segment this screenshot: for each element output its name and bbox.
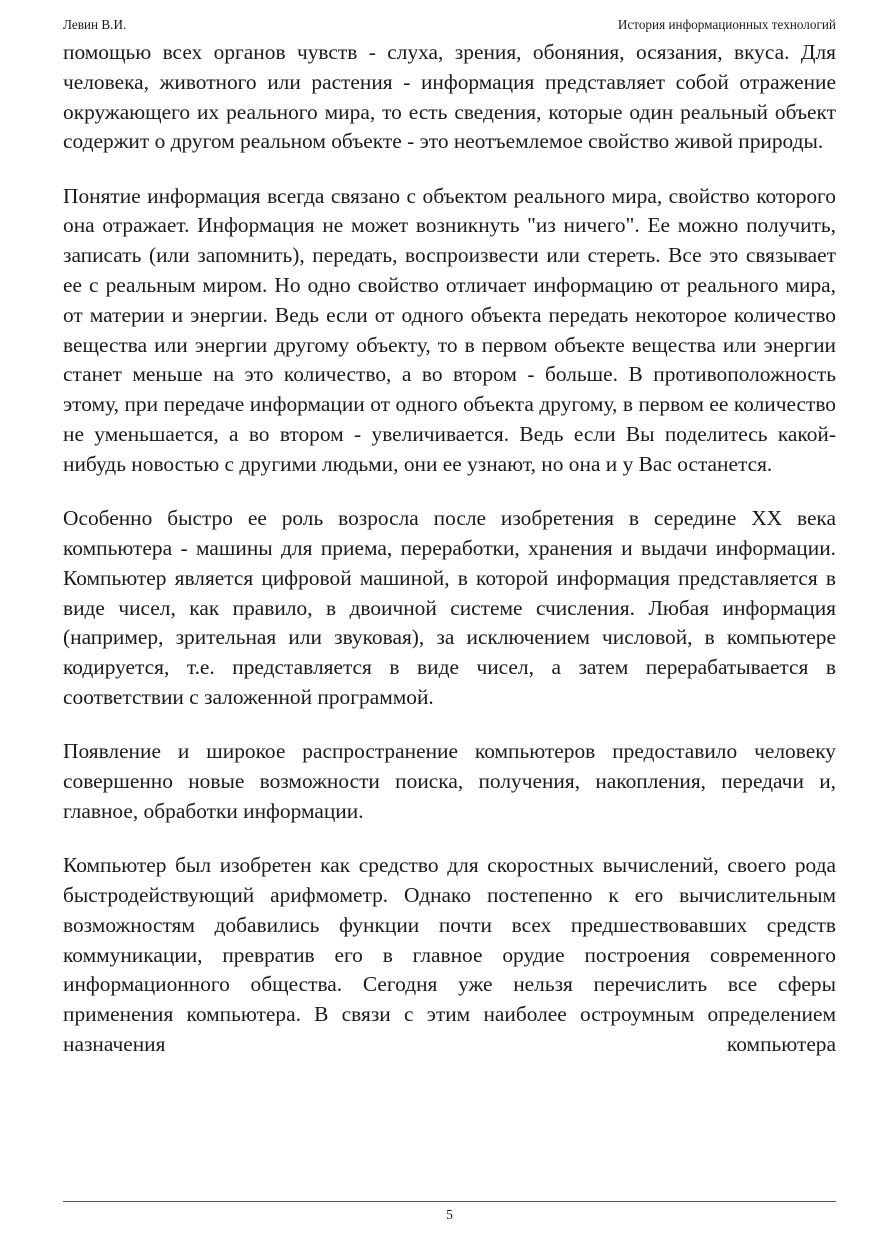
body-text — [63, 38, 836, 1060]
footer-divider — [63, 1201, 836, 1202]
header-book-title: История информационных технологий — [617, 17, 836, 32]
page-number: 5 — [446, 1207, 453, 1222]
paragraph: Появление и широкое распространение компьютеров предоставило человеку совершенно новые возможности поиска, получения, накопления, передачи и, главное, обработки информации. — [63, 739, 836, 823]
paragraph: помощью всех органов чувств - слуха, зрения, обоняния, осязания, вкуса. Для человека, животного или растения - информация представляет собой отражение окружающего их реального мира, то есть сведения, которые один реальный объект содержит о другом реальном объекте - это неотъемлемое свойство живой природы. — [63, 40, 836, 154]
paragraph: Компьютер был изобретен как средство для скоростных вычислений, своего рода быстродействующий арифмометр. Однако постепенно к его вычислительным возможностям добавились функции почти всех предшествовавших средств коммуникации, превратив его в главное орудие построения современного информационного общества. Сегодня уже нельзя перечислить все сферы применения компьютера. В связи с этим наиболее остроумным определением назначения компьютера — [63, 853, 836, 1056]
paragraph: Понятие информация всегда связано с объектом реального мира, свойство которого она отражает. Информация не может возникнуть "из ничего". Ее можно получить, записать (или запомнить), передать, воспроизвести или стереть. Все это связывает ее с реальным миром. Но одно свойство отличает информацию от реального мира, от материи и энергии. Ведь если от одного объекта передать некоторое количество вещества или энергии другому объекту, то в первом объекте вещества или энергии станет меньше на это количество, а во втором - больше. В противоположность этому, при передаче информации от одного объекта другому, в первом ее количество не уменьшается, а во втором - увеличивается. Ведь если Вы поделитесь какой-нибудь новостью с другими людьми, они ее узнают, но она и у Вас останется. — [63, 183, 836, 476]
running-header — [63, 16, 836, 36]
header-author: Левин В.И. — [63, 17, 127, 32]
paragraph: Особенно быстро ее роль возросла после изобретения в середине XX века компьютера - машины для приема, переработки, хранения и выдачи информации. Компьютер является цифровой машиной, в которой информация представляется в виде чисел, как правило, в двоичной системе счисления. Любая информация (например, зрительная или звуковая), за исключением числовой, в компьютере кодируется, т.е. представляется в виде чисел, а затем перерабатывается в соответствии с заложенной программой. — [63, 506, 836, 709]
